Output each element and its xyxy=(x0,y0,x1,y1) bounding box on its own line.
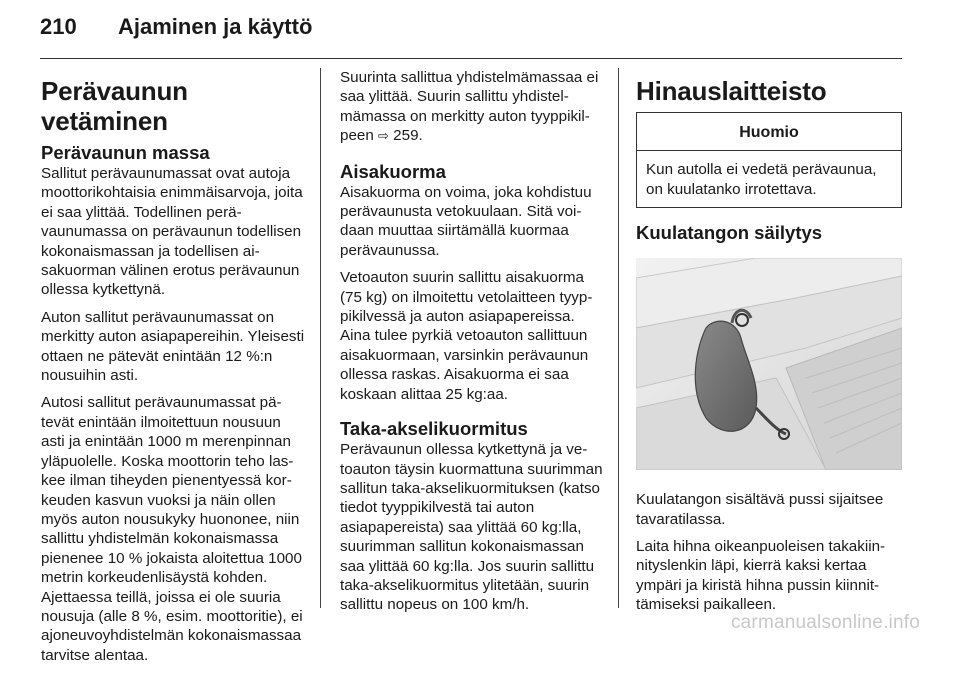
paragraph: Kuulatangon sisältävä pussi sijaitsee tavaratilassa. xyxy=(636,491,884,528)
paragraph xyxy=(340,68,604,147)
section-title: Perävaunun vetäminen xyxy=(41,76,188,136)
left-column xyxy=(41,68,307,673)
chapter-title: Ajaminen ja käyttö xyxy=(118,14,313,39)
page-reference-arrow-icon: ⇨ xyxy=(378,129,389,145)
page-number: 210 xyxy=(40,14,77,39)
paragraph: Aisakuorma on voima, joka kohdistuu perävaunusta vetokuulaan. Sitä voidaan muuttaa siirtämällä kuormaa perävaunussa. xyxy=(340,183,592,259)
paragraph: Vetoauton suurin sallittu aisakuorma (75 kg) on ilmoitettu vetolaitteen tyyppikilvessä ja auton asiapapereissa. Aina tulee pyrkiä vetoauton sallittuun aisakuormaan, varsinkin perävaunun ollessa raskas. Aisakuorma ei saa koskaan alittaa 25 kg:aa. xyxy=(340,269,593,403)
subsection-heading: Taka-akselikuormitus xyxy=(340,418,528,440)
paragraph: Sallitut perävaunumassat ovat autoja moottorikohtaisia enimmäisarvoja, joita ei saa ylittää. Todellinen perävaunumassa on perävaunun todellisen kokonaismassan ja todellisen aisakuorman välinen erotus perävaunun ollessa kytkettynä. xyxy=(41,165,303,299)
column-divider xyxy=(618,68,619,608)
right-column xyxy=(636,68,902,623)
paragraph: Perävaunun ollessa kytkettynä ja vetoauton täysin kuormattuna suurimman sallitun taka-akselikuormituksen (katso tiedot tyyppikilvestä tai auton asiapapereista) saa ylittää 60 kg:lla, suurimman sallitun kokonaismassan saa ylittää 60 kg:lla. Jos suurin sallittu taka-akselikuormitus ylitetään, suurin sallittu nopeus on 100 km/h. xyxy=(340,441,603,614)
page-reference-link[interactable]: 259. xyxy=(393,127,423,145)
page-header xyxy=(40,14,312,44)
column-divider xyxy=(320,68,321,608)
note-box xyxy=(636,112,902,208)
tow-bar-storage-illustration xyxy=(636,258,902,470)
paragraph: Laita hihna oikeanpuoleisen takakiinnityslenkin läpi, kierrä kaksi kertaa ympäri ja kiristä hihna pussin kiinnittämiseksi paikalleen. xyxy=(636,538,886,614)
middle-column xyxy=(340,68,604,623)
subsection-heading: Kuulatangon säilytys xyxy=(636,222,823,244)
subsection-heading: Aisakuorma xyxy=(340,160,446,182)
paragraph: Autosi sallitut perävaunumassat pätevät enintään ilmoitettuun nousuun asti ja enintään 1000 m merenpinnan yläpuolelle. Koska moottorin teho laskee ilman tiheyden pienentyessä korkeuden kasvun vuoksi ja näin ollen myös auton nousukyky huononee, niin sallittu yhdistelmän kokonaismassa pienenee 10 % jokaista aloitettua 1000 metrin korkeudenlisäystä kohden. Ajettaessa teillä, joissa ei ole suuria nousuja (alle 8 %, esim. moottoritie), ei ajoneuvoyhdistelmän kokonaismassaa tarvitse alentaa. xyxy=(41,394,303,664)
subsection-heading: Perävaunun massa xyxy=(41,142,210,163)
watermark: carmanualsonline.info xyxy=(730,612,920,633)
section-title: Hinauslaitteisto xyxy=(636,76,827,106)
paragraph: Auton sallitut perävaunumassat on merkitty auton asiapapereihin. Yleisesti ottaen ne pätevät enintään 12 %:n nousuihin asti. xyxy=(41,308,305,385)
note-title: Huomio xyxy=(637,113,901,151)
intro-text: Suurinta sallittua yhdistelmämassaa ei saa ylittää. Suurin sallittu yhdistelmämassa on merkitty auton tyyppikilpeen xyxy=(340,69,599,145)
header-rule xyxy=(40,58,902,59)
note-text: Kun autolla ei vedetä perävaunua, on kuulatanko irrotettava. xyxy=(646,161,877,198)
